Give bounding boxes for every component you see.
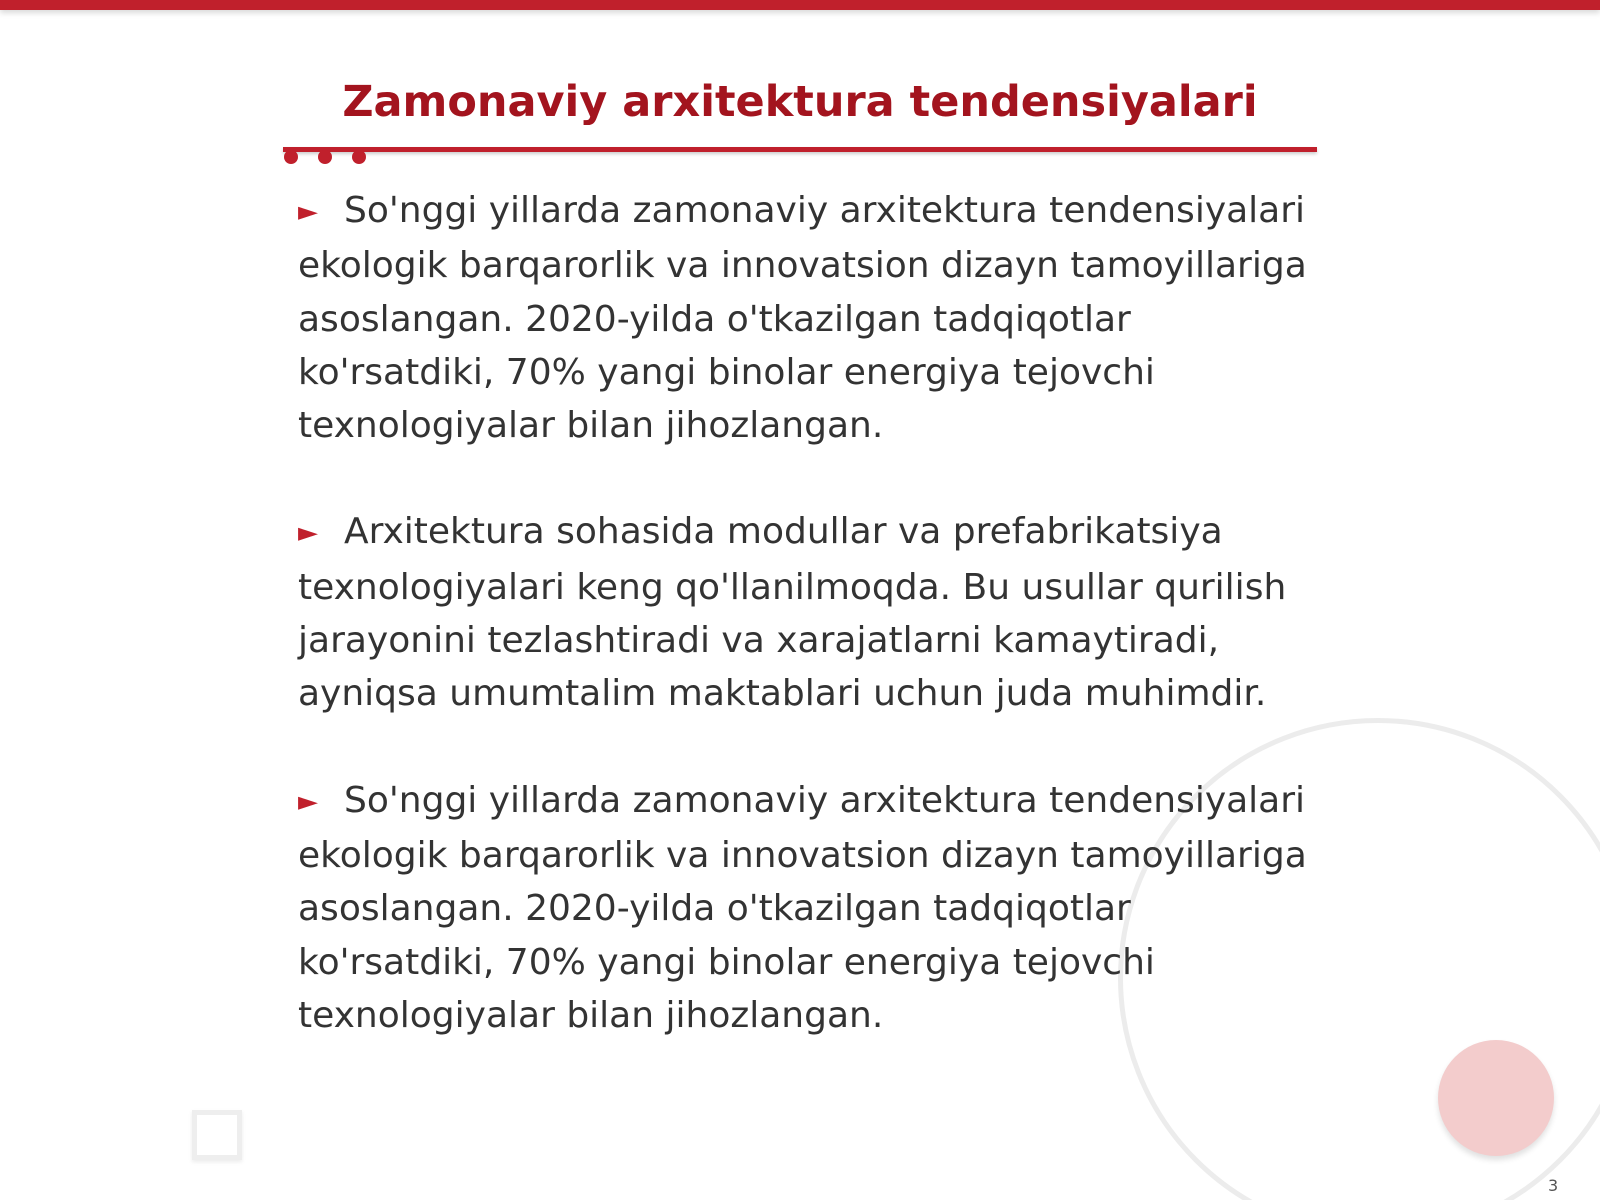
paragraph-line: So'nggi yillarda zamonaviy arxitektura tendensiyalari — [344, 190, 1306, 231]
bullet-paragraph — [298, 184, 1308, 452]
decorative-disc — [1438, 1040, 1554, 1156]
paragraph-line: ko'rsatdiki, 70% yangi binolar energiya tejovchi — [298, 351, 1155, 393]
paragraph-line: Arxitektura sohasida modullar va prefabrikatsiya — [344, 511, 1223, 553]
title-underline — [283, 147, 1317, 152]
bullet-arrow-icon: ► — [298, 786, 318, 817]
paragraph-line: jarayonini tezlashtiradi va xarajatlarni kamaytiradi, — [298, 620, 1220, 662]
paragraph-line: ekologik barqarorlik va innovatsion dizayn tamoyillariga — [298, 245, 1307, 287]
decorative-dot — [318, 150, 332, 164]
page-number: 3 — [1548, 1176, 1559, 1195]
decorative-dot — [284, 150, 298, 164]
paragraph-line: ayniqsa umumtalim maktablari uchun juda muhimdir. — [298, 673, 1267, 715]
paragraph-line: asoslangan. 2020-yilda o'tkazilgan tadqiqotlar — [298, 888, 1131, 930]
decorative-square — [192, 1110, 242, 1160]
bullet-arrow-icon: ► — [298, 197, 318, 227]
paragraph-line: asoslangan. 2020-yilda o'tkazilgan tadqiqotlar — [298, 298, 1131, 340]
bullet-paragraph — [298, 774, 1308, 1042]
slide-title: Zamonaviy arxitektura tendensiyalari — [342, 77, 1258, 127]
bullet-arrow-icon: ► — [298, 518, 318, 549]
paragraph-line: So'nggi yillarda zamonaviy arxitektura tendensiyalari — [344, 779, 1306, 821]
paragraph-line: ko'rsatdiki, 70% yangi binolar energiya tejovchi — [298, 941, 1155, 983]
decorative-dot — [352, 150, 366, 164]
paragraph-line: ekologik barqarorlik va innovatsion dizayn tamoyillariga — [298, 834, 1307, 876]
bullet-paragraph — [298, 505, 1308, 720]
top-accent-bar — [0, 0, 1600, 10]
paragraph-line: texnologiyalar bilan jihozlangan. — [298, 405, 884, 447]
slide-body — [298, 184, 1308, 1095]
paragraph-line: texnologiyalar bilan jihozlangan. — [298, 994, 884, 1036]
paragraph-line: texnologiyalari keng qo'llanilmoqda. Bu usullar qurilish — [298, 566, 1287, 608]
